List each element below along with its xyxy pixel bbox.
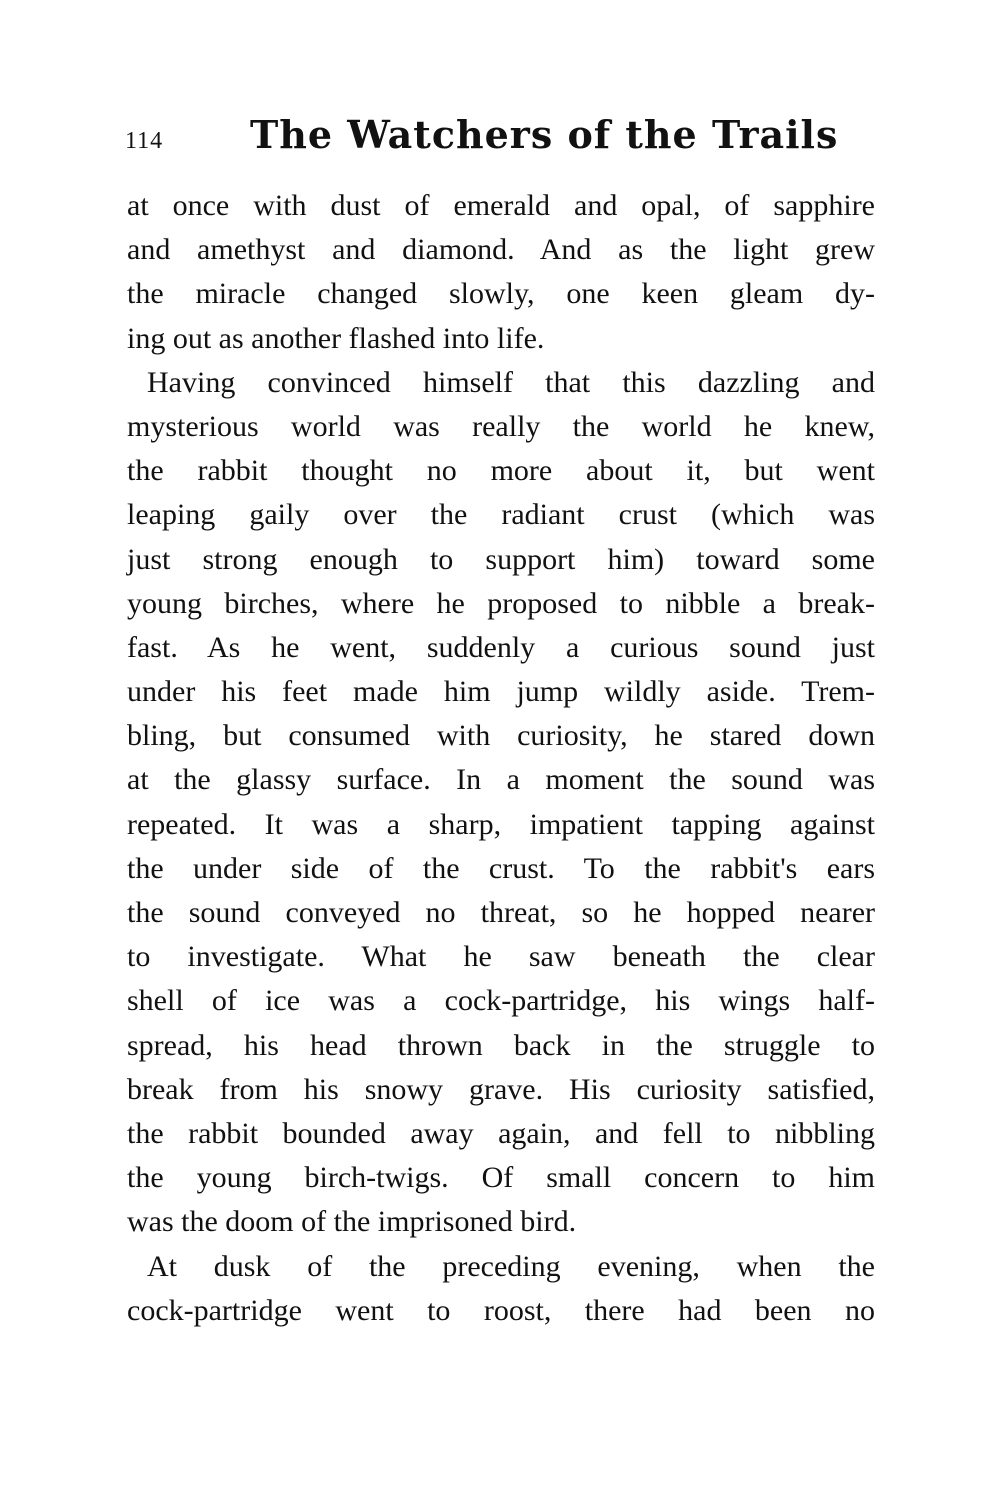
body-text xyxy=(127,184,875,1333)
text-line: the sound conveyed no threat, so he hopped nearer xyxy=(127,896,875,929)
paragraph xyxy=(127,361,875,1245)
text-line: At dusk of the preceding evening, when the xyxy=(147,1249,875,1283)
text-line: under his feet made him jump wildly aside. Trem- xyxy=(127,675,875,709)
text-line: the young birch-twigs. Of small concern to him xyxy=(127,1161,875,1195)
text-line: repeated. It was a sharp, impatient tapping against xyxy=(127,807,875,841)
text-line: ing out as another flashed into life. xyxy=(127,321,545,355)
text-line: was the doom of the imprisoned bird. xyxy=(127,1205,577,1239)
running-title: The Watchers of the Trails xyxy=(250,112,839,157)
text-line: leaping gaily over the radiant crust (which was xyxy=(127,498,875,532)
text-line: break from his snowy grave. His curiosity satisfied, xyxy=(127,1072,875,1106)
text-line: fast. As he went, suddenly a curious sound just xyxy=(127,630,875,664)
text-line: the under side of the crust. To the rabbit's ears xyxy=(127,851,875,885)
text-line: just strong enough to support him) toward some xyxy=(127,542,875,576)
text-line: at once with dust of emerald and opal, of sapphire xyxy=(127,189,875,222)
text-line: mysterious world was really the world he knew, xyxy=(127,409,875,443)
text-line: cock-partridge went to roost, there had been no xyxy=(127,1293,875,1327)
text-line: the miracle changed slowly, one keen gleam dy- xyxy=(127,277,875,311)
text-line: Having convinced himself that this dazzling and xyxy=(147,365,875,399)
text-line: to investigate. What he saw beneath the clear xyxy=(127,940,875,974)
paragraph xyxy=(127,1245,875,1333)
text-line: at the glassy surface. In a moment the sound was xyxy=(127,763,875,797)
text-line: the rabbit bounded away again, and fell to nibbling xyxy=(127,1116,875,1150)
text-line: bling, but consumed with curiosity, he stared down xyxy=(127,719,875,753)
text-line: young birches, where he proposed to nibble a break- xyxy=(127,586,875,620)
paragraph xyxy=(127,184,875,361)
text-line: the rabbit thought no more about it, but went xyxy=(127,454,875,488)
text-line: spread, his head thrown back in the struggle to xyxy=(127,1028,875,1062)
text-line: and amethyst and diamond. And as the light grew xyxy=(127,233,875,267)
page-number: 114 xyxy=(125,128,164,154)
text-line: shell of ice was a cock-partridge, his wings half- xyxy=(127,984,875,1018)
